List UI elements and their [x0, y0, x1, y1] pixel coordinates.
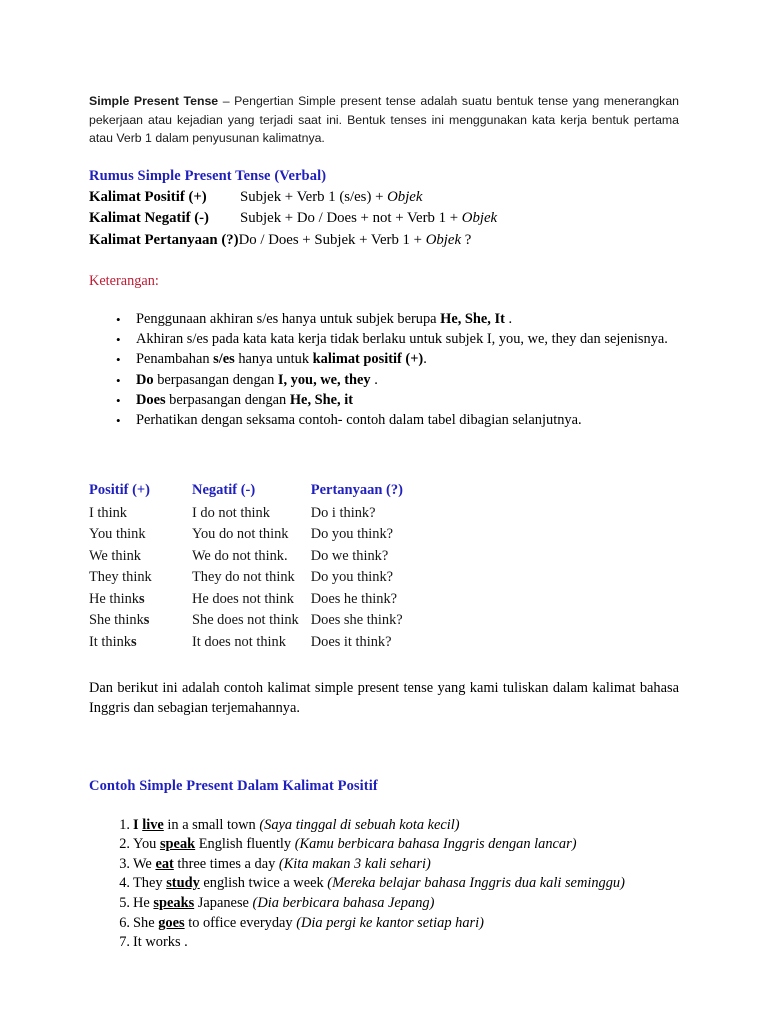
- bullet-icon: •: [116, 332, 121, 348]
- list-item: [89, 350, 679, 370]
- example-rest: three times a day: [173, 855, 279, 872]
- bullet-icon: •: [116, 312, 121, 328]
- item-number: 1.: [119, 816, 130, 833]
- item-number: 3.: [119, 855, 130, 872]
- table-row: [89, 632, 423, 654]
- notes-bullet-list: [89, 310, 679, 430]
- example-translation: (Kamu berbicara bahasa Inggris dengan lancar): [294, 836, 577, 853]
- cell-question: Does she think?: [310, 612, 403, 629]
- cell-positive: [89, 567, 192, 589]
- note-text-bold: Does: [136, 391, 166, 408]
- example-verb: goes: [158, 914, 185, 931]
- intro-paragraph: [89, 92, 679, 148]
- cell-positive-text: She think: [89, 612, 144, 629]
- item-number: 5.: [119, 894, 130, 911]
- example-translation: (Kita makan 3 kali sehari): [278, 855, 431, 872]
- formula-value-positive-italic: Objek: [387, 188, 423, 205]
- cell-question: Do we think?: [310, 547, 389, 564]
- list-item: [89, 835, 679, 855]
- note-text-pre: Perhatikan dengan seksama contoh- contoh dalam tabel dibagian selanjutnya.: [136, 411, 582, 428]
- formula-row-negative: [89, 208, 679, 230]
- note-text-bold-2: kalimat positif (+): [312, 351, 424, 368]
- cell-negative: You do not think: [192, 526, 289, 543]
- closing-paragraph: Dan berikut ini adalah contoh kalimat simple present tense yang kami tuliskan dalam kalimat bahasa Inggris dan sebagian terjemahannya.: [89, 680, 679, 716]
- formula-heading: Rumus Simple Present Tense (Verbal): [89, 167, 327, 184]
- formula-value-positive-pre: Subjek + Verb 1 (s/es) +: [240, 188, 388, 205]
- example-translation: (Mereka belajar bahasa Inggris dua kali seminggu): [327, 875, 625, 892]
- cell-positive-suffix: s: [138, 590, 145, 607]
- list-item: [89, 894, 679, 914]
- table-row: [89, 567, 423, 589]
- example-verb: eat: [155, 855, 174, 872]
- item-number: 7.: [119, 934, 130, 951]
- list-item: [89, 874, 679, 894]
- formula-value-question-pre: Do / Does + Subjek + Verb 1 +: [238, 231, 426, 248]
- note-text-mid: hanya untuk: [234, 351, 313, 368]
- column-header-negative: Negatif (-): [192, 482, 256, 499]
- example-rest: to office everyday: [184, 914, 297, 931]
- formula-row-positive: [89, 187, 679, 209]
- table-row: [89, 589, 423, 611]
- cell-question: Do i think?: [310, 504, 376, 521]
- cell-negative: She does not think: [192, 612, 299, 629]
- column-header-question: Pertanyaan (?): [310, 482, 403, 499]
- table-row: [89, 503, 423, 525]
- conjugation-table: [89, 480, 423, 653]
- bullet-icon: •: [116, 372, 121, 388]
- cell-positive-text: We think: [89, 547, 141, 564]
- cell-positive-suffix: s: [130, 633, 137, 650]
- note-text-pre: Akhiran s/es pada kata kata kerja tidak berlaku untuk subjek I, you, we, they dan sejenisnya.: [136, 331, 668, 348]
- item-number: 2.: [119, 836, 130, 853]
- bullet-icon: •: [116, 412, 121, 428]
- note-text-mid: berpasangan dengan: [153, 371, 278, 388]
- cell-positive-text: He think: [89, 590, 139, 607]
- example-subject: They: [133, 875, 163, 892]
- cell-negative: It does not think: [192, 633, 286, 650]
- example-subject: You: [133, 836, 157, 853]
- cell-positive: [89, 632, 192, 654]
- table-row: [89, 524, 423, 546]
- cell-positive-text: You think: [89, 526, 146, 543]
- cell-positive: [89, 524, 192, 546]
- cell-negative: We do not think.: [192, 547, 288, 564]
- example-verb: speak: [159, 836, 196, 853]
- conjugation-section: [89, 480, 679, 653]
- list-item: [89, 914, 679, 934]
- example-translation: (Dia pergi ke kantor setiap hari): [296, 914, 484, 931]
- formula-value-positive: [240, 187, 422, 209]
- cell-positive-text: They think: [89, 569, 152, 586]
- cell-question: Do you think?: [310, 526, 394, 543]
- cell-positive-text: It think: [89, 633, 131, 650]
- note-text-bold-2: I, you, we, they: [277, 371, 371, 388]
- list-item: [89, 855, 679, 875]
- formula-value-negative-italic: Objek: [461, 210, 498, 227]
- formula-section: [89, 167, 679, 252]
- formula-label-negative: Kalimat Negatif (-): [89, 210, 209, 227]
- example-subject: We: [133, 855, 152, 872]
- example-rest: Japanese: [194, 894, 253, 911]
- cell-positive: [89, 546, 192, 568]
- note-text-bold: Do: [136, 371, 154, 388]
- formula-value-negative-pre: Subjek + Do / Does + not + Verb 1 +: [240, 210, 462, 227]
- cell-negative: I do not think: [192, 504, 270, 521]
- note-text-pre: Penggunaan akhiran s/es hanya untuk subjek berupa: [136, 311, 441, 328]
- item-number: 6.: [119, 914, 130, 931]
- list-item: [89, 411, 679, 431]
- example-subject: She: [133, 914, 155, 931]
- example-rest: English fluently: [195, 836, 295, 853]
- notes-heading: Keterangan:: [89, 273, 159, 290]
- example-translation: (Dia berbicara bahasa Jepang): [252, 894, 435, 911]
- note-text-bold: s/es: [213, 351, 235, 368]
- list-item: [89, 310, 679, 330]
- table-header-row: [89, 480, 423, 503]
- formula-value-question-italic: Objek: [425, 231, 462, 248]
- example-subject: It works .: [133, 934, 188, 951]
- list-item: [89, 933, 679, 953]
- formula-value-question-post: ?: [461, 231, 472, 248]
- formula-label-positive: Kalimat Positif (+): [89, 188, 207, 205]
- note-text-post: .: [423, 351, 427, 368]
- example-translation: (Saya tinggal di sebuah kota kecil): [259, 816, 460, 833]
- example-rest: english twice a week: [199, 875, 328, 892]
- example-verb: study: [166, 875, 200, 892]
- formula-row-question: [89, 230, 679, 252]
- formula-value-question: [239, 230, 472, 252]
- examples-heading: Contoh Simple Present Dalam Kalimat Positif: [89, 777, 378, 794]
- example-subject: I: [133, 816, 139, 833]
- list-item: [89, 330, 679, 350]
- example-verb: live: [142, 816, 164, 833]
- cell-positive: [89, 610, 192, 632]
- formula-value-negative: [240, 208, 497, 230]
- cell-positive-suffix: s: [143, 612, 150, 629]
- bullet-icon: •: [116, 352, 121, 368]
- note-text-post: .: [504, 311, 513, 328]
- cell-question: Does he think?: [310, 590, 398, 607]
- formula-label-question: Kalimat Pertanyaan (?): [89, 231, 239, 248]
- list-item: [89, 816, 679, 836]
- cell-negative: They do not think: [192, 569, 295, 586]
- cell-positive: [89, 503, 192, 525]
- note-text-pre: Penambahan: [136, 351, 214, 368]
- cell-positive: [89, 589, 192, 611]
- intro-body-text: – Pengertian Simple present tense adalah suatu bentuk tense yang menerangkan pekerjaan atau kejadian yang terjadi saat ini. Bentuk tenses ini menggunakan kata kerja bentuk pertama atau Verb 1 dalam penyusunan kalimatnya.: [89, 94, 680, 146]
- list-item: [89, 391, 679, 411]
- item-number: 4.: [119, 875, 130, 892]
- cell-question: Do you think?: [310, 569, 394, 586]
- note-text-bold: He, She, It: [440, 311, 505, 328]
- note-text-post: .: [370, 371, 378, 388]
- list-item: [89, 371, 679, 391]
- example-rest: in a small town: [163, 816, 260, 833]
- examples-list: [89, 816, 679, 953]
- column-header-positive: Positif (+): [89, 482, 151, 499]
- example-verb: speaks: [153, 894, 195, 911]
- table-row: [89, 546, 423, 568]
- cell-positive-text: I think: [89, 504, 127, 521]
- intro-lead-term: Simple Present Tense: [89, 94, 219, 108]
- note-text-mid: berpasangan dengan: [165, 391, 290, 408]
- note-text-bold-2: He, She, it: [289, 391, 354, 408]
- example-subject: He: [133, 894, 150, 911]
- cell-negative: He does not think: [192, 590, 294, 607]
- bullet-icon: •: [116, 392, 121, 408]
- cell-question: Does it think?: [310, 633, 392, 650]
- document-content: [89, 92, 679, 953]
- table-row: [89, 610, 423, 632]
